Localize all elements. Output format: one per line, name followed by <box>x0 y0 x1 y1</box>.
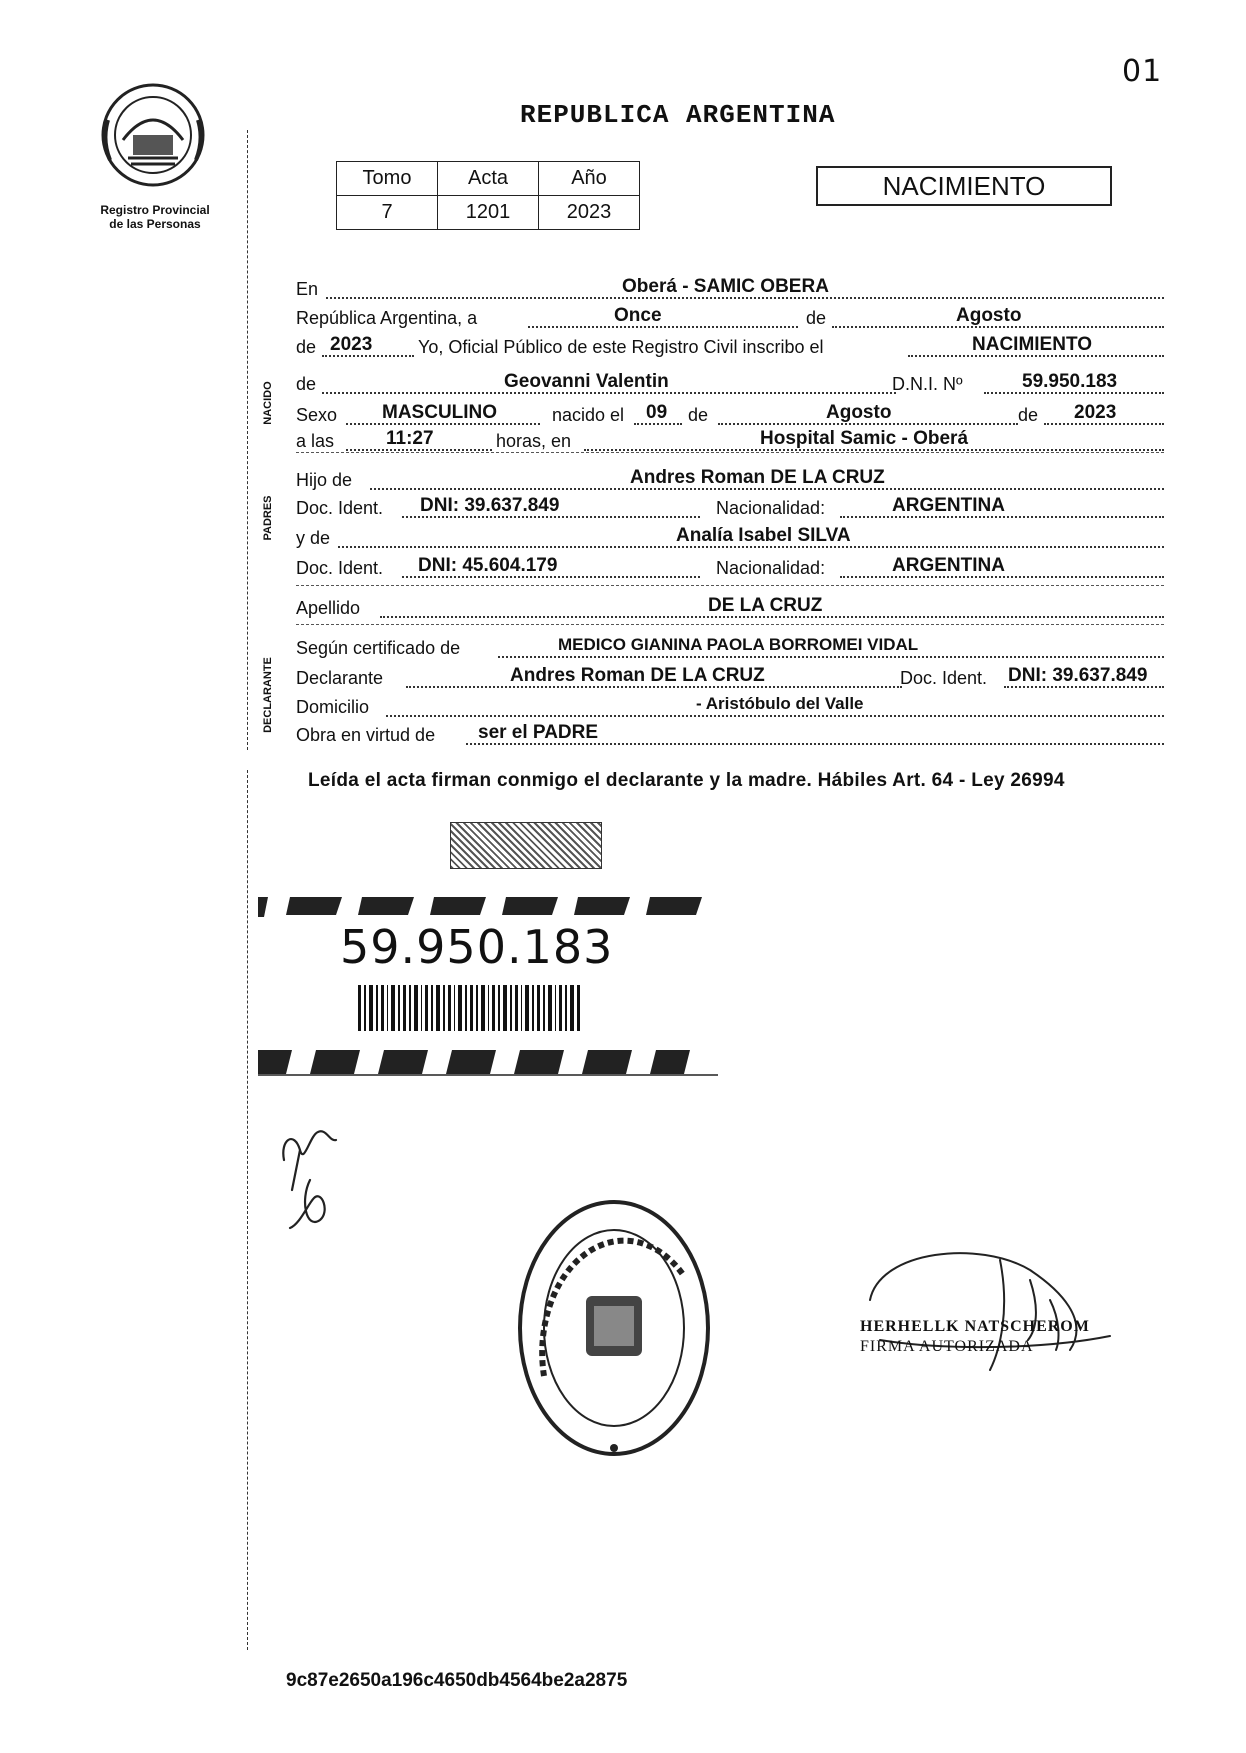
margin-line-top <box>247 130 248 750</box>
stamped-dni-number: 59.950.183 <box>340 920 614 974</box>
obra-value: ser el PADRE <box>478 722 599 743</box>
anio-header: Año <box>539 162 640 196</box>
row-padre-doc <box>296 495 1164 524</box>
side-label-declarante: DECLARANTE <box>262 657 274 733</box>
row-hora <box>296 428 1164 457</box>
date-de-label: de <box>806 308 827 328</box>
anio-value: 2023 <box>539 196 640 230</box>
acta-value: 1201 <box>438 196 539 230</box>
side-label-nacido: NACIDO <box>262 381 274 425</box>
security-strip-top <box>258 893 718 921</box>
margin-line-bottom <box>247 770 248 1650</box>
logo-caption-line2: de las Personas <box>109 217 201 231</box>
logo-caption-line1: Registro Provincial <box>100 203 210 217</box>
registry-header-row <box>337 162 640 196</box>
day-dots <box>528 326 798 328</box>
row-en <box>296 276 1164 305</box>
registry-table <box>336 161 640 230</box>
authorized-signature-label: FIRMA AUTORIZADA <box>860 1338 1034 1355</box>
row-name <box>296 371 1164 400</box>
time-value: 11:27 <box>386 428 434 449</box>
row-certificado <box>296 635 1164 664</box>
birth-day-value: 09 <box>646 402 668 423</box>
barcode-icon <box>358 985 583 1031</box>
record-type-box: NACIMIENTO <box>816 166 1112 206</box>
security-strip-bottom <box>258 1048 718 1076</box>
declarante-value: Andres Roman DE LA CRUZ <box>510 665 765 686</box>
en-value: Oberá - SAMIC OBERA <box>622 276 829 297</box>
document-hash: 9c87e2650a196c4650db4564be2a2875 <box>286 1670 628 1691</box>
birth-month-value: Agosto <box>826 402 892 423</box>
domicilio-dots <box>386 715 1164 717</box>
inscribo-value: NACIMIENTO <box>972 334 1092 355</box>
name-de-label: de <box>296 374 317 394</box>
mother-nat-label: Nacionalidad: <box>716 558 826 578</box>
hijo-de-label: Hijo de <box>296 470 353 490</box>
father-doc-label: Doc. Ident. <box>296 498 384 518</box>
month-value: Agosto <box>956 305 1022 326</box>
closing-statement: Leída el acta firman conmigo el declarante y la madre. Hábiles Art. 64 - Ley 26994 <box>308 770 1065 791</box>
page-number: 01 <box>1122 54 1163 89</box>
acta-header: Acta <box>438 162 539 196</box>
a-las-label: a las <box>296 431 335 451</box>
divider-padres <box>296 585 1164 586</box>
mother-doc-value: DNI: 45.604.179 <box>418 555 558 576</box>
divider-apellido <box>296 624 1164 625</box>
apellido-value: DE LA CRUZ <box>708 595 823 616</box>
row-madre <box>296 525 1164 554</box>
birth-month-de-label: de <box>688 405 709 425</box>
nacido-el-label: nacido el <box>552 405 625 425</box>
mother-name-value: Analía Isabel SILVA <box>676 525 851 546</box>
province-emblem-logo <box>98 80 208 190</box>
official-seal-icon <box>514 1196 714 1460</box>
birth-year-de-label: de <box>1018 405 1039 425</box>
row-padre <box>296 467 1164 496</box>
father-doc-value: DNI: 39.637.849 <box>420 495 560 516</box>
birth-year-value: 2023 <box>1074 402 1117 423</box>
place-value: Hospital Samic - Oberá <box>760 428 969 449</box>
republica-label: República Argentina, a <box>296 308 478 328</box>
signature-right-icon <box>860 1240 1130 1380</box>
y-de-label: y de <box>296 528 331 548</box>
document-title: REPUBLICA ARGENTINA <box>520 100 836 130</box>
declarante-doc-value: DNI: 39.637.849 <box>1008 665 1148 686</box>
mother-doc-label: Doc. Ident. <box>296 558 384 578</box>
tomo-value: 7 <box>337 196 438 230</box>
row-inscribo <box>296 334 1164 363</box>
father-nat-label: Nacionalidad: <box>716 498 826 518</box>
child-dni-value: 59.950.183 <box>1022 371 1118 392</box>
certificado-dots <box>498 656 1164 658</box>
horas-en-label: horas, en <box>496 431 572 451</box>
child-name-value: Geovanni Valentin <box>504 371 669 392</box>
row-date <box>296 305 1164 334</box>
inscribo-label: Yo, Oficial Público de este Registro Civil inscribo el <box>418 337 824 357</box>
side-label-padres: PADRES <box>262 495 274 541</box>
declarante-doc-label: Doc. Ident. <box>900 668 988 688</box>
mother-nat-value: ARGENTINA <box>892 555 1005 576</box>
declarante-label: Declarante <box>296 668 384 688</box>
en-label: En <box>296 279 319 299</box>
certificado-value: MEDICO GIANINA PAOLA BORROMEI VIDAL <box>558 635 919 654</box>
father-name-value: Andres Roman DE LA CRUZ <box>630 467 885 488</box>
row-madre-doc <box>296 555 1164 584</box>
sexo-label: Sexo <box>296 405 338 425</box>
year-de-label: de <box>296 337 317 357</box>
obra-label: Obra en virtud de <box>296 725 436 745</box>
certificado-label: Según certificado de <box>296 638 461 658</box>
dni-label: D.N.I. Nº <box>892 374 963 394</box>
row-apellido <box>296 595 1164 624</box>
registry-value-row <box>337 196 640 230</box>
domicilio-value: - Aristóbulo del Valle <box>696 694 864 713</box>
row-domicilio <box>296 694 1164 723</box>
day-value: Once <box>614 305 662 326</box>
row-declarante <box>296 665 1164 694</box>
security-stamp-icon <box>450 822 602 869</box>
authorized-signatory-name: HERHELLK NATSCHEROM <box>860 1318 1090 1335</box>
father-nat-value: ARGENTINA <box>892 495 1005 516</box>
apellido-label: Apellido <box>296 598 361 618</box>
year-value: 2023 <box>330 334 373 355</box>
tomo-header: Tomo <box>337 162 438 196</box>
signature-left-icon <box>270 1120 360 1240</box>
sexo-value: MASCULINO <box>382 402 498 423</box>
logo-caption <box>80 203 230 231</box>
row-obra <box>296 722 1164 751</box>
domicilio-label: Domicilio <box>296 697 370 717</box>
